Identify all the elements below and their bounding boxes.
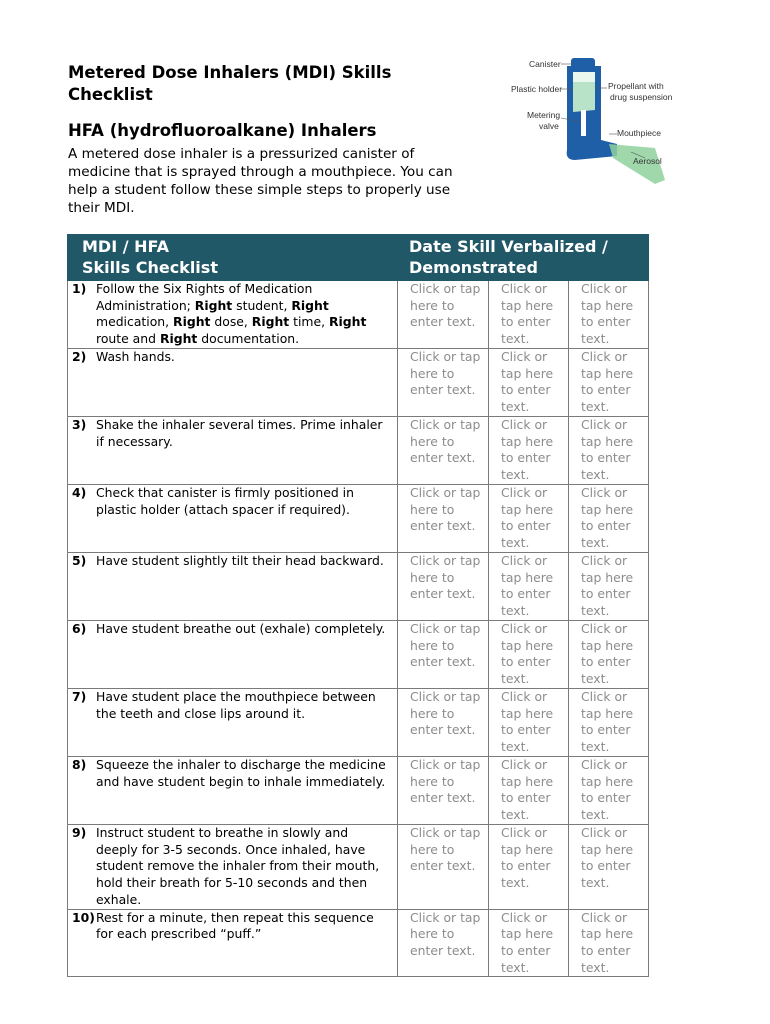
step-text-part: Wash hands. (96, 349, 175, 364)
date-entry-field[interactable]: Click or tap here to enter text. (489, 485, 569, 553)
date-entry-field[interactable]: Click or tap here to enter text. (398, 909, 489, 977)
step-number: 1) (72, 281, 87, 296)
step-text-part: dose, (210, 314, 252, 330)
date-entry-field[interactable]: Click or tap here to enter text. (569, 553, 649, 621)
date-entry-field[interactable]: Click or tap here to enter text. (489, 689, 569, 757)
date-entry-field[interactable]: Click or tap here to enter text. (398, 825, 489, 910)
date-entry-field[interactable]: Click or tap here to enter text. (398, 417, 489, 485)
date-entry-field[interactable]: Click or tap here to enter text. (569, 825, 649, 910)
inhaler-diagram (505, 52, 675, 187)
table-header-row (68, 235, 649, 281)
label-mouthpiece: Mouthpiece (617, 128, 661, 138)
step-cell (68, 689, 398, 757)
step-text-bold: Right (329, 314, 367, 330)
date-entry-field[interactable]: Click or tap here to enter text. (569, 485, 649, 553)
step-cell (68, 909, 398, 977)
header-skills-line2: Skills Checklist (82, 258, 218, 277)
table-row (68, 485, 649, 553)
step-text (96, 417, 391, 450)
step-text (96, 621, 391, 638)
step-text (96, 281, 391, 348)
date-entry-field[interactable]: Click or tap here to enter text. (569, 757, 649, 825)
step-text-bold: Right (194, 297, 233, 313)
label-plastic-holder: Plastic holder (511, 84, 563, 94)
date-entry-field[interactable]: Click or tap here to enter text. (569, 281, 649, 349)
table-row (68, 825, 649, 910)
date-entry-field[interactable]: Click or tap here to enter text. (398, 621, 489, 689)
page-title: Metered Dose Inhalers (MDI) Skills Checklist (68, 63, 392, 104)
table-row (68, 553, 649, 621)
step-text-part: time, (289, 314, 329, 330)
table-row (68, 417, 649, 485)
date-entry-field[interactable]: Click or tap here to enter text. (398, 349, 489, 417)
step-text-bold: Right (291, 297, 329, 313)
table-row (68, 349, 649, 417)
step-cell (68, 621, 398, 689)
valve-shape (581, 110, 586, 136)
table-row (68, 689, 649, 757)
step-text (96, 485, 391, 518)
step-text-part: Check that canister is firmly positioned in plastic holder (attach spacer if required). (96, 485, 354, 517)
step-cell (68, 349, 398, 417)
step-text (96, 553, 391, 570)
date-entry-field[interactable]: Click or tap here to enter text. (489, 909, 569, 977)
step-text-part: student, (232, 297, 292, 313)
step-number: 9) (72, 825, 87, 840)
step-cell (68, 825, 398, 910)
skills-checklist-table (67, 234, 649, 977)
date-entry-field[interactable]: Click or tap here to enter text. (569, 417, 649, 485)
label-metering-2: valve (539, 121, 559, 131)
header-date-line2: Demonstrated (409, 258, 538, 277)
intro-paragraph: A metered dose inhaler is a pressurized canister of medicine that is sprayed through a mouthpiece. You can help a student follow these simple steps to properly use their MDI. (68, 146, 453, 216)
step-cell (68, 757, 398, 825)
date-entry-field[interactable]: Click or tap here to enter text. (489, 757, 569, 825)
step-number: 5) (72, 553, 87, 568)
step-text-part: Rest for a minute, then repeat this sequence for each prescribed “puff.” (96, 909, 374, 942)
step-text (96, 910, 391, 943)
date-entry-field[interactable]: Click or tap here to enter text. (398, 485, 489, 553)
date-entry-field[interactable]: Click or tap here to enter text. (489, 825, 569, 910)
step-text-part: Have student breathe out (exhale) completely. (96, 621, 386, 636)
date-entry-field[interactable]: Click or tap here to enter text. (489, 621, 569, 689)
date-entry-field[interactable]: Click or tap here to enter text. (489, 281, 569, 349)
date-entry-field[interactable]: Click or tap here to enter text. (569, 909, 649, 977)
step-text-part: Squeeze the inhaler to discharge the medicine and have student begin to inhale immediately. (96, 757, 386, 789)
step-text (96, 349, 391, 366)
step-text-part: Have student place the mouthpiece between the teeth and close lips around it. (96, 689, 376, 721)
step-cell (68, 485, 398, 553)
step-text-bold: Right (251, 314, 290, 330)
label-metering-1: Metering (527, 110, 561, 120)
step-text-part: Shake the inhaler several times. Prime inhaler if necessary. (96, 417, 383, 449)
step-number: 2) (72, 349, 87, 364)
step-text-part: Follow the Six Rights of Medication Administration; (96, 281, 313, 313)
header-skills (68, 235, 398, 281)
date-entry-field[interactable]: Click or tap here to enter text. (569, 689, 649, 757)
step-text-bold: Right (159, 331, 198, 347)
date-entry-field[interactable]: Click or tap here to enter text. (489, 553, 569, 621)
date-entry-field[interactable]: Click or tap here to enter text. (489, 417, 569, 485)
step-text-bold: Right (173, 314, 211, 330)
header-date-line1: Date Skill Verbalized / (409, 237, 608, 256)
step-number: 10) (72, 909, 95, 925)
step-number: 3) (72, 417, 87, 432)
label-propellant-1: Propellant with (608, 81, 664, 91)
step-text (96, 757, 391, 790)
step-text-part: route and (96, 331, 160, 347)
date-entry-field[interactable]: Click or tap here to enter text. (569, 349, 649, 417)
date-entry-field[interactable]: Click or tap here to enter text. (489, 349, 569, 417)
date-entry-field[interactable]: Click or tap here to enter text. (569, 621, 649, 689)
date-entry-field[interactable]: Click or tap here to enter text. (398, 553, 489, 621)
table-row (68, 621, 649, 689)
step-text-part: Instruct student to breathe in slowly and deeply for 3-5 seconds. Once inhaled, have student remove the inhaler from their mouth, hold their breath for 5-10 seconds and then exhale. (96, 825, 380, 907)
header-date (398, 235, 649, 281)
date-entry-field[interactable]: Click or tap here to enter text. (398, 689, 489, 757)
date-entry-field[interactable]: Click or tap here to enter text. (398, 757, 489, 825)
step-text-part: Have student slightly tilt their head backward. (96, 553, 384, 568)
table-row (68, 909, 649, 977)
label-propellant-2: drug suspension (610, 92, 673, 102)
header-skills-line1: MDI / HFA (82, 237, 170, 256)
step-cell (68, 281, 398, 349)
date-entry-field[interactable]: Click or tap here to enter text. (398, 281, 489, 349)
step-text (96, 825, 391, 909)
label-aerosol: Aerosol (633, 156, 662, 166)
label-canister: Canister (529, 59, 561, 69)
step-number: 4) (72, 485, 87, 500)
step-text-part: documentation. (197, 331, 300, 347)
step-cell (68, 417, 398, 485)
step-number: 8) (72, 757, 87, 772)
table-row (68, 281, 649, 349)
section-heading: HFA (hydrofluoroalkane) Inhalers (68, 121, 377, 140)
step-text (96, 689, 391, 722)
step-number: 7) (72, 689, 87, 704)
step-cell (68, 553, 398, 621)
table-row (68, 757, 649, 825)
step-number: 6) (72, 621, 87, 636)
step-text-part: medication, (96, 314, 174, 330)
